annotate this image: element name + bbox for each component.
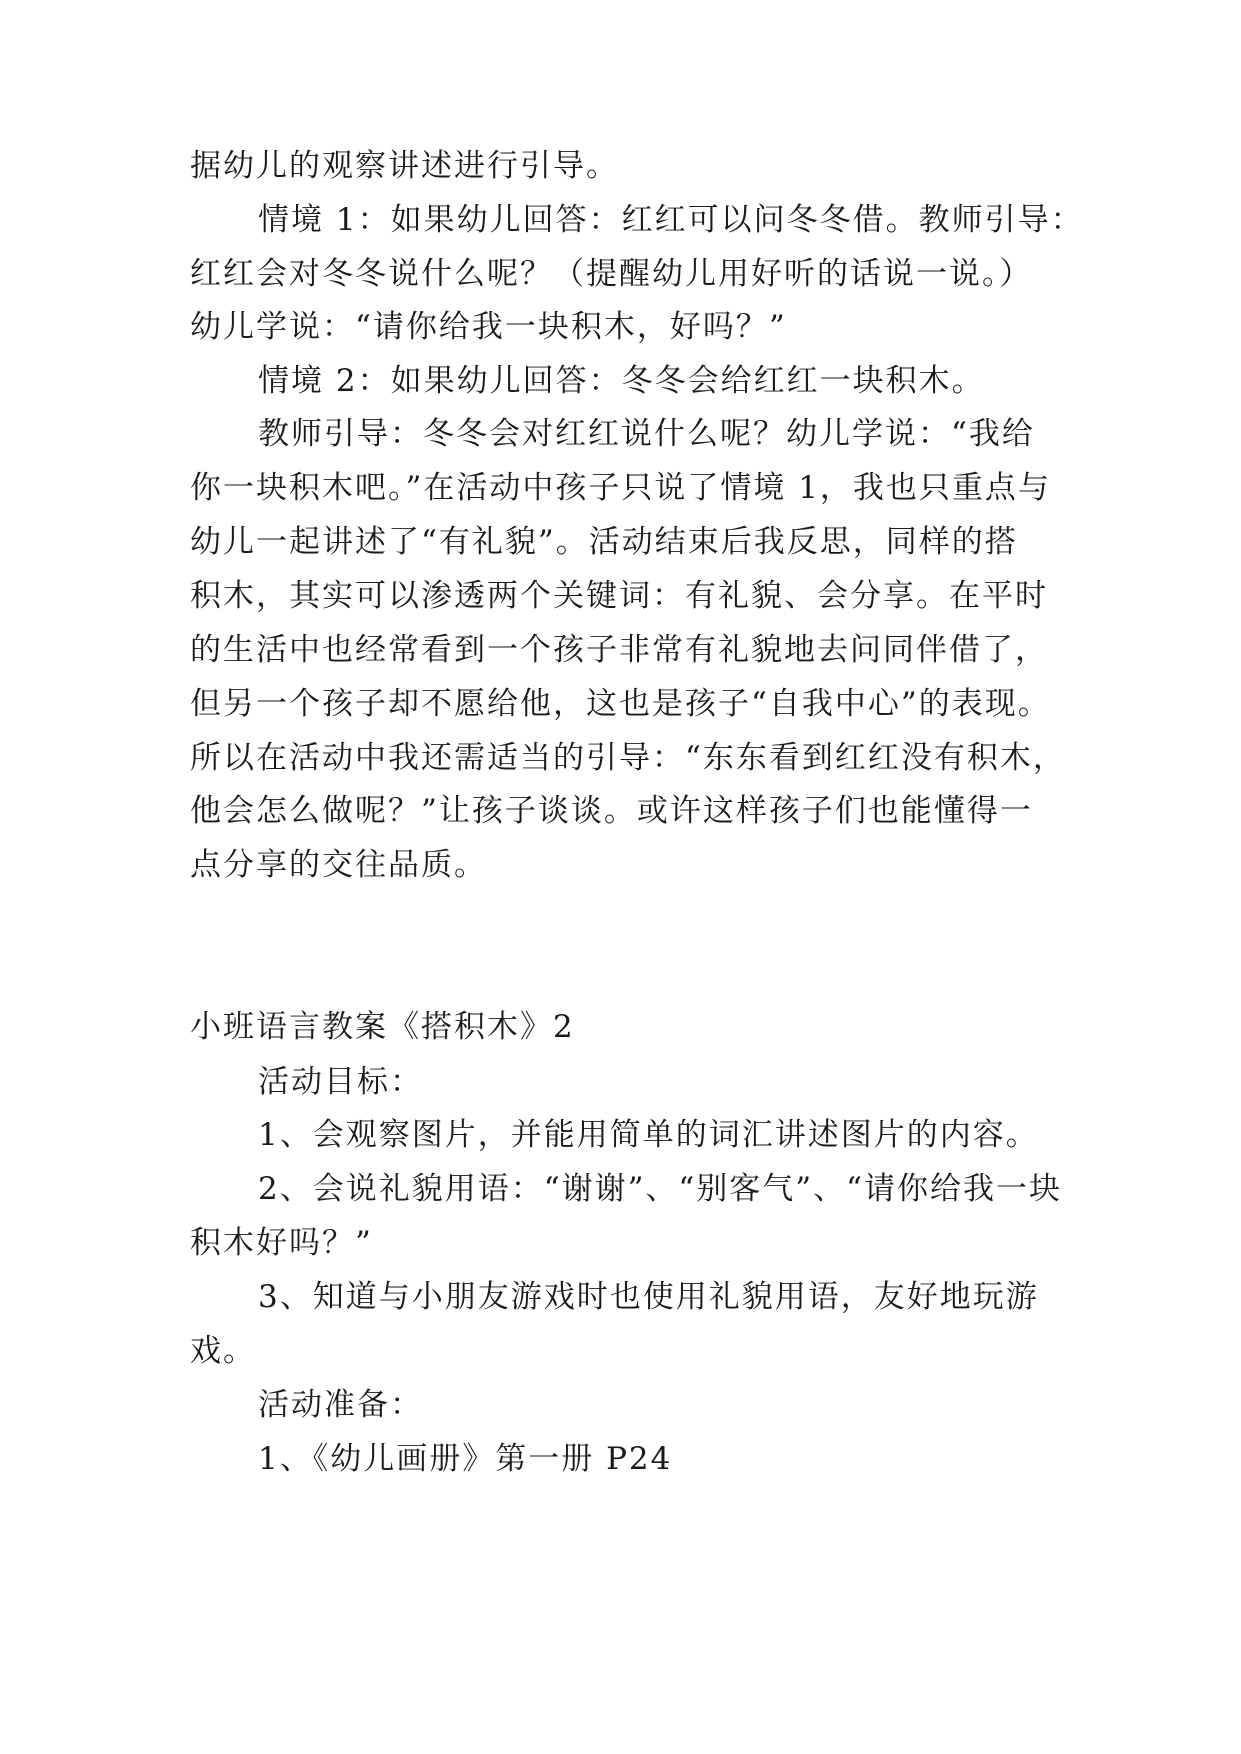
paragraph-line: 3、知道与小朋友游戏时也使用礼貌用语，友好地玩游 <box>258 1279 1039 1315</box>
paragraph-line: 点分享的交往品质。 <box>190 847 487 883</box>
section-title: 小班语言教案《搭积木》2 <box>190 1009 575 1045</box>
paragraph-line: 情境 1：如果幼儿回答：红红可以问冬冬借。教师引导： <box>258 202 1084 238</box>
paragraph-line: 幼儿一起讲述了“有礼貌”。活动结束后我反思，同样的搭 <box>190 524 1018 560</box>
paragraph-line: 1、会观察图片，并能用简单的词汇讲述图片的内容。 <box>258 1117 1039 1153</box>
paragraph-line: 他会怎么做呢？”让孩子谈谈。或许这样孩子们也能懂得一 <box>190 793 1033 829</box>
paragraph-line: 活动目标： <box>258 1064 423 1100</box>
paragraph-line: 你一块积木吧。”在活动中孩子只说了情境 1，我也只重点与 <box>190 470 1051 506</box>
paragraph-line: 幼儿学说：“请你给我一块积木，好吗？” <box>190 309 787 345</box>
paragraph-line: 活动准备： <box>258 1387 423 1423</box>
paragraph-line: 2、会说礼貌用语：“谢谢”、“别客气”、“请你给我一块 <box>258 1171 1062 1207</box>
paragraph-line: 积木，其实可以渗透两个关键词：有礼貌、会分享。在平时 <box>190 578 1048 614</box>
paragraph-line: 情境 2：如果幼儿回答：冬冬会给红红一块积木。 <box>258 363 985 399</box>
paragraph-line: 但另一个孩子却不愿给他，这也是孩子“自我中心”的表现。 <box>190 686 1051 722</box>
paragraph-line: 积木好吗？” <box>190 1225 373 1261</box>
paragraph-line: 所以在活动中我还需适当的引导：“东东看到红红没有积木， <box>190 740 1066 776</box>
paragraph-line: 的生活中也经常看到一个孩子非常有礼貌地去问同伴借了， <box>190 632 1048 668</box>
paragraph-line: 戏。 <box>190 1333 256 1369</box>
paragraph-line: 1、《幼儿画册》第一册 P24 <box>258 1441 673 1477</box>
paragraph-line: 教师引导：冬冬会对红红说什么呢？幼儿学说：“我给 <box>258 416 1035 452</box>
paragraph-line: 据幼儿的观察讲述进行引导。 <box>190 148 619 184</box>
paragraph-line: 红红会对冬冬说什么呢？（提醒幼儿用好听的话说一说。） <box>190 256 1033 292</box>
